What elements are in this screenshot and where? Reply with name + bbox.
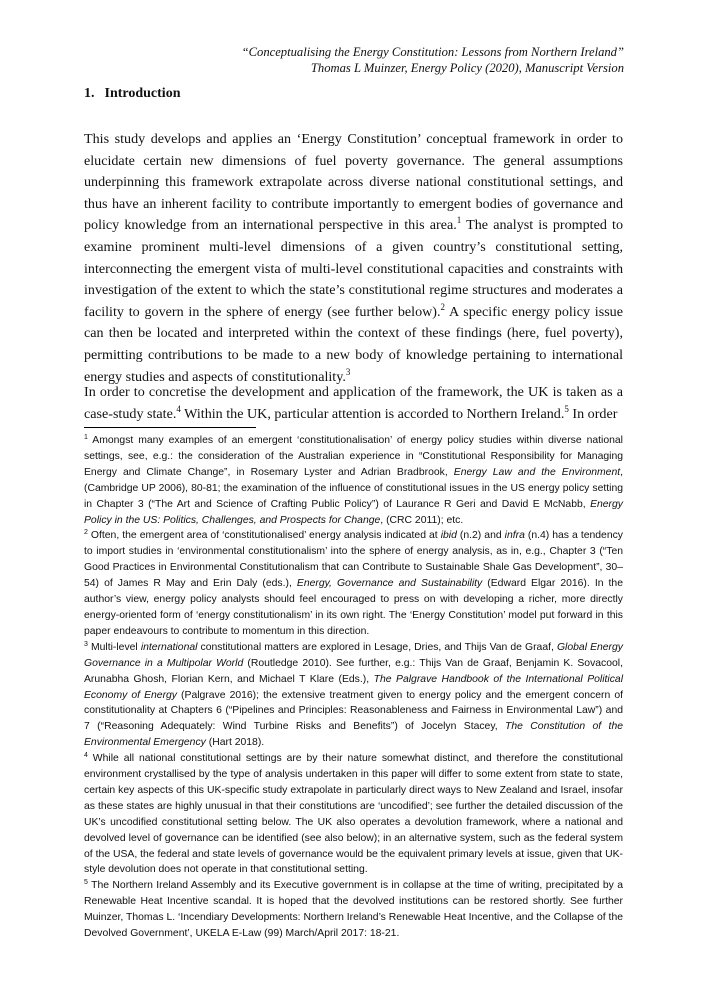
footnote-number: 3 (84, 640, 88, 648)
footnote-text: (Routledge 2010). See further, e.g.: Thijs Van de Graaf, Benjamin K. Sovacool, Arunabha Ghosh, Florian Kern, and Michael T Klare (Eds.), (84, 657, 623, 685)
header-paper-title: “Conceptualising the Energy Constitution: Lessons from Northern Ireland” (241, 45, 624, 59)
footnote-italic: Energy Policy in the US: Politics, Challenges, and Prospects for Change (84, 498, 623, 526)
footnote-italic: The Palgrave Handbook of the International Political Economy of Energy (84, 673, 624, 701)
section-title: Introduction (104, 86, 181, 101)
footnote-text: Multi-level (87, 641, 141, 653)
section-heading (84, 86, 180, 102)
footnote-text: (Hart 2018). (205, 737, 265, 749)
footnote-text: Often, the emergent area of ‘constitutionalised’ energy analysis indicated at (87, 530, 441, 542)
footnote-4 (84, 751, 623, 878)
paragraph-text: In order to concretise the development and application of the framework, the UK is taken as a case-study state. (84, 384, 623, 422)
footnote-text: The Northern Ireland Assembly and its Executive government is in collapse at the time of writing, precipitated by a Renewable Heat Incentive scandal. It is hoped that the devolved institutions can be restored shortly. See further Muinzer, Thomas L. ‘Incendiary Developments: Northern Ireland’s Renewable Heat Incentive, and the Collapse of the Devolved Government’, UKELA E-Law (99) March/April 2017: 18-21. (84, 880, 623, 940)
footnote-number: 5 (84, 879, 88, 887)
footnote-number: 1 (84, 434, 88, 441)
footnote-italic: Energy, Governance and Sustainability (296, 578, 483, 590)
paragraph-text: In order (568, 405, 618, 422)
footnote-italic: international (140, 641, 198, 653)
footnote-separator (84, 427, 256, 428)
footnote-2 (84, 528, 623, 639)
footnote-text: (n.4) has a tendency to import studies in ‘environmental constitutionalism’ into the sphere of energy analysis, as in, e.g., Chapter 3 (“Ten Good Practices in Environmental Constitutionalism that can Contribute to Sustainable Shale Gas Development”, 30–54) of James R May and Erin Daly (eds.), (84, 530, 623, 590)
header-author-citation: Thomas L Muinzer, Energy Policy (2020), Manuscript Version (310, 61, 624, 75)
footnote-italic: The Constitution of the Environmental Emergency (84, 721, 623, 749)
footnote-italic: ibid (440, 530, 457, 542)
footnote-ref-1[interactable]: 1 (456, 215, 462, 226)
section-number: 1. (84, 86, 95, 101)
footnotes-section (84, 433, 623, 942)
footnote-3 (84, 640, 623, 751)
footnote-italic: Global Energy Governance in a Multipolar World (84, 641, 623, 669)
footnote-text: While all national constitutional settings are by their nature somewhat distinct, and therefore the constitutional environment crystallised by the type of analysis undertaken in this paper will differ to some extent from state to state, certain key aspects of this UK-specific study extrapolate in particularly direct ways to New Zealand and Israel, insofar as these states are highly unusual in that their constitutions are ‘uncodified’; see further the detailed discussion of the UK’s uncodified constitutional setting below. The UK also operates a devolution framework, where a national and devolved level of governance can be identified (see also below); in an alternative system, such as the federal system of the USA, the federal and state levels of governance would be the equivalent primary levels at issue, given that UK-style devolution does not operate in that constitutional setting. (84, 753, 623, 876)
paragraph-text: This study develops and applies an ‘Energy Constitution’ conceptual framework in order to elucidate certain new dimensions of fuel poverty governance. The general assumptions underpinning this framework extrapolate across diverse national constitutional settings, and thus have an inherent facility to contribute importantly to emergent bodies of governance and policy knowledge from an international perspective in this area. (84, 131, 623, 234)
paragraph-text: A specific energy policy issue can then be located and interpreted within the context of these findings (here, fuel poverty), permitting contributions to be made to a new body of knowledge pertaining to international energy studies and aspects of constitutionality. (84, 303, 623, 385)
footnote-text: (Edward Elgar 2016). In the author’s view, energy policy analysts should feel encouraged to press on with developing a richer, more directly energy-oriented form of ‘energy constitutionalism’ in its own right. The ‘Energy Constitution’ model put forward in this paper endeavours to contribute to momentum in this direction. (84, 578, 623, 637)
footnote-number: 4 (84, 752, 88, 760)
footnote-number: 2 (84, 529, 88, 537)
footnote-italic: infra (504, 530, 525, 542)
footnote-ref-4[interactable]: 4 (176, 403, 181, 414)
body-paragraph-2 (84, 382, 623, 425)
footnote-text: , (CRC 2011); etc. (380, 514, 464, 526)
body-paragraph-1 (84, 129, 623, 388)
paragraph-text: The analyst is prompted to examine prominent multi-level dimensions of a given country’s constitutional setting, interconnecting the emergent vista of multi-level constitutional capacities and constraints with investigation of the extent to which the state’s constitutional regime structures and moderates a facility to govern in the sphere of energy (see further below). (84, 217, 623, 320)
footnote-text: (n.2) and (456, 530, 505, 542)
running-header (150, 44, 624, 76)
footnote-italic: Energy Law and the Environment (453, 466, 621, 478)
footnote-1 (84, 433, 623, 528)
footnote-text: , (Cambridge UP 2006), 80-81; the examination of the influence of constitutional issues in the US energy policy setting in Chapter 3 (“The Art and Science of Crafting Public Policy”) of Laurance R Geri and David E McNabb, (84, 466, 623, 510)
footnote-text: constitutional matters are explored in Lesage, Dries, and Thijs Van de Graaf, (197, 641, 557, 653)
footnote-ref-3[interactable]: 3 (345, 366, 351, 377)
footnote-ref-5[interactable]: 5 (564, 403, 569, 414)
footnote-ref-2[interactable]: 2 (440, 301, 446, 312)
footnote-text: Amongst many examples of an emergent ‘constitutionalisation’ of energy policy studies within diverse national settings, see, e.g.: the consideration of the Australian experience in “Constitutional Responsibility for Managing Energy and Climate Change”, in Rosemary Lyster and Adrian Bradbrook, (84, 435, 623, 478)
paragraph-text: Within the UK, particular attention is accorded to Northern Ireland. (180, 405, 565, 422)
footnote-text: (Palgrave 2016); the extensive treatment given to energy policy and the emergent concern of constitutionality at Chapters 6 (“Pipelines and Principles: Reasonableness and Fairness in Environmental Law”) and 7 (“Reasoning Adequately: Wind Turbine Risks and Benefits”) of Jocelyn Stacey, (84, 689, 623, 733)
footnote-5 (84, 878, 623, 942)
